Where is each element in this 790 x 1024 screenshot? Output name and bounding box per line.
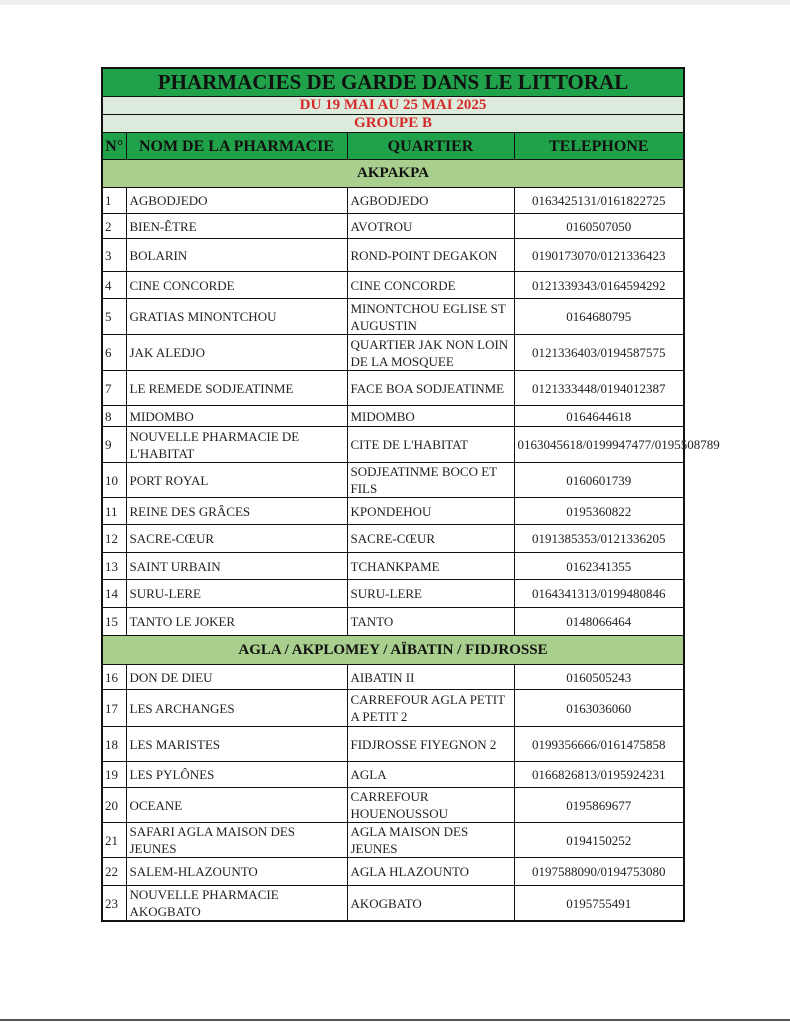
row-number: 19: [102, 762, 126, 788]
pharmacy-name: AGBODJEDO: [126, 188, 347, 214]
row-number: 2: [102, 214, 126, 239]
pharmacy-name: DON DE DIEU: [126, 665, 347, 690]
row-number: 3: [102, 239, 126, 272]
telephone: 0164341313/0199480846: [514, 580, 684, 608]
row-number: 18: [102, 727, 126, 762]
quartier: CARREFOUR HOUENOUSSOU: [347, 788, 514, 823]
table-row: [102, 553, 684, 580]
telephone: 0121339343/0164594292: [514, 272, 684, 299]
table-row: [102, 188, 684, 214]
quartier: AVOTROU: [347, 214, 514, 239]
column-headers: [102, 133, 684, 160]
pharmacy-name: LES ARCHANGES: [126, 690, 347, 727]
telephone: 0197588090/0194753080: [514, 858, 684, 886]
pharmacy-name: BIEN-ÊTRE: [126, 214, 347, 239]
row-number: 15: [102, 608, 126, 636]
telephone: 0194150252: [514, 823, 684, 858]
telephone: 0195755491: [514, 886, 684, 922]
table-row: [102, 498, 684, 525]
quartier: AKOGBATO: [347, 886, 514, 922]
page-bottom-edge: [0, 1019, 790, 1021]
pharmacy-name: LE REMEDE SODJEATINME: [126, 371, 347, 406]
row-number: 13: [102, 553, 126, 580]
quartier: AGLA MAISON DES JEUNES: [347, 823, 514, 858]
pharmacy-name: TANTO LE JOKER: [126, 608, 347, 636]
row-number: 11: [102, 498, 126, 525]
quartier: AIBATIN II: [347, 665, 514, 690]
table-row: [102, 727, 684, 762]
pharmacy-name: CINE CONCORDE: [126, 272, 347, 299]
pharmacy-name: OCEANE: [126, 788, 347, 823]
header-telephone: TELEPHONE: [514, 133, 684, 160]
section-row: [102, 160, 684, 188]
row-number: 22: [102, 858, 126, 886]
telephone: 0163425131/0161822725: [514, 188, 684, 214]
table-row: [102, 608, 684, 636]
quartier: TANTO: [347, 608, 514, 636]
pharmacy-name: SALEM-HLAZOUNTO: [126, 858, 347, 886]
quartier: MINONTCHOU EGLISE ST AUGUSTIN: [347, 299, 514, 335]
row-number: 23: [102, 886, 126, 922]
row-number: 5: [102, 299, 126, 335]
quartier: CARREFOUR AGLA PETIT A PETIT 2: [347, 690, 514, 727]
telephone: 0121333448/0194012387: [514, 371, 684, 406]
pharmacy-name: SAINT URBAIN: [126, 553, 347, 580]
header-quartier: QUARTIER: [347, 133, 514, 160]
row-number: 17: [102, 690, 126, 727]
row-number: 10: [102, 463, 126, 498]
table-row: [102, 580, 684, 608]
telephone: 0160505243: [514, 665, 684, 690]
table-row: [102, 762, 684, 788]
table-row: [102, 299, 684, 335]
telephone: 0163036060: [514, 690, 684, 727]
telephone: 0160601739: [514, 463, 684, 498]
telephone: 0148066464: [514, 608, 684, 636]
table-row: [102, 335, 684, 371]
pharmacy-name: LES MARISTES: [126, 727, 347, 762]
quartier: KPONDEHOU: [347, 498, 514, 525]
quartier: AGLA HLAZOUNTO: [347, 858, 514, 886]
quartier: SURU-LERE: [347, 580, 514, 608]
table-row: [102, 858, 684, 886]
top-band: [0, 0, 790, 5]
row-number: 8: [102, 406, 126, 427]
row-number: 20: [102, 788, 126, 823]
table-row: [102, 406, 684, 427]
telephone: 0163045618/0199947477/0195508789: [514, 427, 684, 463]
telephone: 0195360822: [514, 498, 684, 525]
header-number: N°: [102, 133, 126, 160]
quartier: SACRE-CŒUR: [347, 525, 514, 553]
document-title: PHARMACIES DE GARDE DANS LE LITTORAL: [102, 68, 684, 97]
table-row: [102, 214, 684, 239]
pharmacy-name: LES PYLÔNES: [126, 762, 347, 788]
table-row: [102, 665, 684, 690]
quartier: QUARTIER JAK NON LOIN DE LA MOSQUEE: [347, 335, 514, 371]
pharmacy-name: NOUVELLE PHARMACIE AKOGBATO: [126, 886, 347, 922]
row-number: 12: [102, 525, 126, 553]
section-row: [102, 636, 684, 665]
row-number: 16: [102, 665, 126, 690]
row-number: 7: [102, 371, 126, 406]
quartier: TCHANKPAME: [347, 553, 514, 580]
pharmacy-table: [101, 67, 720, 922]
row-number: 21: [102, 823, 126, 858]
table-row: [102, 272, 684, 299]
row-number: 9: [102, 427, 126, 463]
telephone: 0166826813/0195924231: [514, 762, 684, 788]
telephone: 0121336403/0194587575: [514, 335, 684, 371]
table-row: [102, 463, 684, 498]
pharmacy-name: PORT ROYAL: [126, 463, 347, 498]
pharmacy-name: SAFARI AGLA MAISON DES JEUNES: [126, 823, 347, 858]
row-number: 4: [102, 272, 126, 299]
quartier: MIDOMBO: [347, 406, 514, 427]
period: DU 19 MAI AU 25 MAI 2025: [102, 97, 684, 115]
table-row: [102, 788, 684, 823]
pharmacy-name: SACRE-CŒUR: [126, 525, 347, 553]
header-name: NOM DE LA PHARMACIE: [126, 133, 347, 160]
pharmacy-name: MIDOMBO: [126, 406, 347, 427]
quartier: CITE DE L'HABITAT: [347, 427, 514, 463]
quartier: AGBODJEDO: [347, 188, 514, 214]
group-label: GROUPE B: [102, 115, 684, 133]
telephone: 0191385353/0121336205: [514, 525, 684, 553]
table-row: [102, 886, 684, 922]
table-row: [102, 823, 684, 858]
quartier: SODJEATINME BOCO ET FILS: [347, 463, 514, 498]
pharmacy-name: REINE DES GRÂCES: [126, 498, 347, 525]
telephone: 0164644618: [514, 406, 684, 427]
quartier: CINE CONCORDE: [347, 272, 514, 299]
row-number: 1: [102, 188, 126, 214]
table-row: [102, 427, 684, 463]
telephone: 0160507050: [514, 214, 684, 239]
quartier: ROND-POINT DEGAKON: [347, 239, 514, 272]
row-number: 6: [102, 335, 126, 371]
quartier: FACE BOA SODJEATINME: [347, 371, 514, 406]
pharmacy-name: NOUVELLE PHARMACIE DE L'HABITAT: [126, 427, 347, 463]
quartier: FIDJROSSE FIYEGNON 2: [347, 727, 514, 762]
pharmacy-name: BOLARIN: [126, 239, 347, 272]
section-title: AGLA / AKPLOMEY / AÏBATIN / FIDJROSSE: [102, 636, 684, 665]
table-row: [102, 690, 684, 727]
telephone: 0162341355: [514, 553, 684, 580]
table-row: [102, 371, 684, 406]
table-row: [102, 239, 684, 272]
quartier: AGLA: [347, 762, 514, 788]
pharmacy-name: JAK ALEDJO: [126, 335, 347, 371]
telephone: 0195869677: [514, 788, 684, 823]
pharmacy-name: GRATIAS MINONTCHOU: [126, 299, 347, 335]
table-row: [102, 525, 684, 553]
row-number: 14: [102, 580, 126, 608]
pharmacy-name: SURU-LERE: [126, 580, 347, 608]
telephone: 0190173070/0121336423: [514, 239, 684, 272]
telephone: 0199356666/0161475858: [514, 727, 684, 762]
telephone: 0164680795: [514, 299, 684, 335]
section-title: AKPAKPA: [102, 160, 684, 188]
